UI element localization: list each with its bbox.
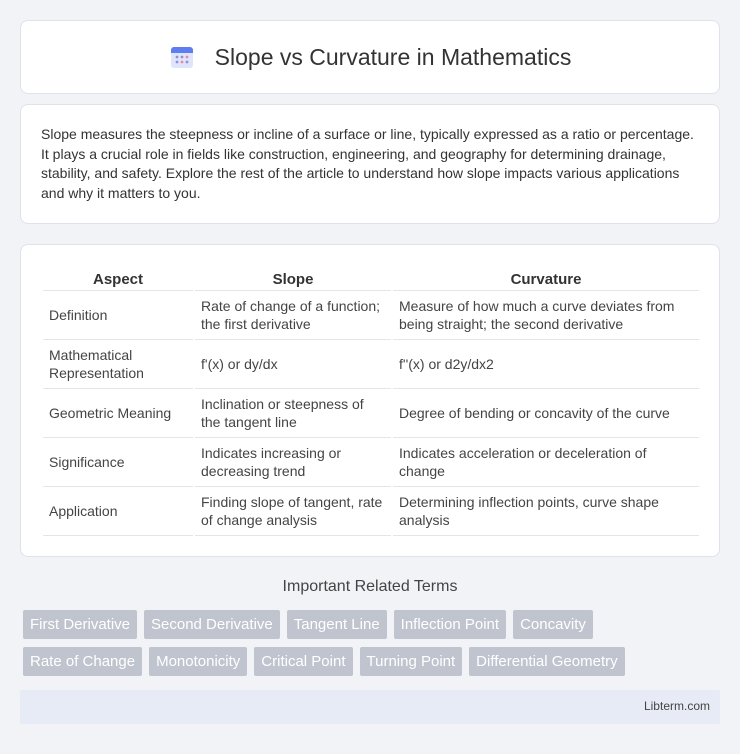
table-cell: Indicates acceleration or deceleration of change — [393, 438, 699, 487]
title-card — [20, 20, 720, 94]
title-wrap — [169, 44, 572, 71]
intro-paragraph: Slope measures the steepness or incline of a surface or line, typically expressed as a ratio or percentage. It plays a crucial role in fields like construction, engineering, and geography for determining drainage, stability, and safety. Explore the rest of the article to understand how slope impacts various applications and why it matters to you. — [41, 126, 694, 201]
chip-row — [23, 610, 723, 639]
table-row — [43, 291, 699, 340]
column-header-slope: Slope — [195, 267, 391, 291]
related-terms-chips — [23, 610, 723, 684]
table-cell: Degree of bending or concavity of the curve — [393, 389, 699, 438]
table-row — [43, 487, 699, 536]
related-term-chip[interactable]: Tangent Line — [287, 610, 387, 639]
column-header-aspect: Aspect — [43, 267, 193, 291]
table-cell: Geometric Meaning — [43, 389, 193, 438]
related-term-chip[interactable]: Rate of Change — [23, 647, 142, 676]
table-cell: Measure of how much a curve deviates from being straight; the second derivative — [393, 291, 699, 340]
footer-site-link[interactable]: Libterm.com — [643, 699, 710, 713]
chip-row — [23, 647, 723, 676]
related-terms-title: Important Related Terms — [282, 578, 458, 595]
table-cell: Rate of change of a function; the first derivative — [195, 291, 391, 340]
table-row — [43, 389, 699, 438]
comparison-table-card — [20, 244, 720, 557]
related-term-chip[interactable]: Critical Point — [254, 647, 352, 676]
table-row — [43, 340, 699, 389]
table-cell: f''(x) or d2y/dx2 — [393, 340, 699, 389]
table-cell: Mathematical Representation — [43, 340, 193, 389]
table-cell: Application — [43, 487, 193, 536]
related-term-chip[interactable]: Concavity — [513, 610, 593, 639]
related-term-chip[interactable]: Second Derivative — [144, 610, 280, 639]
table-cell: f'(x) or dy/dx — [195, 340, 391, 389]
related-term-chip[interactable]: First Derivative — [23, 610, 137, 639]
related-terms-section — [0, 578, 740, 596]
column-header-curvature: Curvature — [393, 267, 699, 291]
comparison-table — [41, 267, 701, 536]
related-term-chip[interactable]: Turning Point — [360, 647, 463, 676]
related-term-chip[interactable]: Monotonicity — [149, 647, 247, 676]
intro-card — [20, 104, 720, 224]
related-term-chip[interactable]: Inflection Point — [394, 610, 506, 639]
footer — [20, 690, 720, 724]
table-header-row — [43, 267, 699, 291]
table-cell: Indicates increasing or decreasing trend — [195, 438, 391, 487]
table-cell: Inclination or steepness of the tangent line — [195, 389, 391, 438]
table-row — [43, 438, 699, 487]
table-cell: Determining inflection points, curve shape analysis — [393, 487, 699, 536]
related-term-chip[interactable]: Differential Geometry — [469, 647, 624, 676]
page-title: Slope vs Curvature in Mathematics — [214, 43, 572, 70]
calendar-icon — [169, 44, 195, 70]
table-cell: Definition — [43, 291, 193, 340]
table-cell: Significance — [43, 438, 193, 487]
table-cell: Finding slope of tangent, rate of change analysis — [195, 487, 391, 536]
